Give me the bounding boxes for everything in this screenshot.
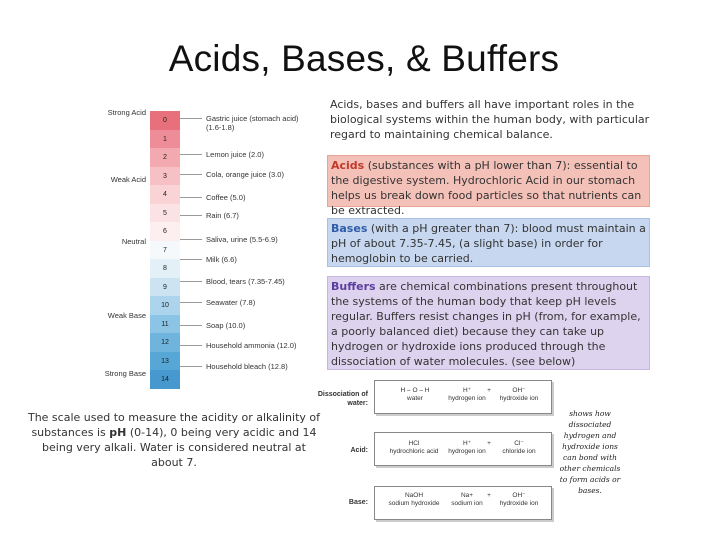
substance-soap: Soap (10.0) — [206, 321, 246, 330]
water-reactant: H – O – H water — [400, 387, 430, 402]
water-plus: + — [487, 387, 491, 394]
neutral-label: Neutral — [121, 237, 146, 246]
ph-cell-0: 0 — [150, 111, 180, 130]
base-product-1: Na+ sodium ion — [451, 492, 483, 507]
weak-base-label: Weak Base — [107, 311, 146, 320]
ph-cell-10: 10 — [150, 296, 180, 315]
dissociation-label: Dissociation of water: — [317, 391, 368, 407]
buffers-keyword: Buffers — [331, 280, 376, 293]
base-plus: + — [487, 492, 491, 499]
ph-cell-14: 14 — [150, 370, 180, 389]
substance-cola: Cola, orange juice (3.0) — [206, 170, 284, 179]
base-product-2: OH⁻ hydroxide ion — [499, 492, 539, 507]
water-product-1: H⁺ hydrogen ion — [448, 387, 486, 402]
acid-plus: + — [487, 440, 491, 447]
weak-acid-label: Weak Acid — [110, 175, 146, 184]
substance-bleach: Household bleach (12.8) — [206, 362, 288, 371]
ph-cell-5: 5 — [150, 204, 180, 223]
substance-gastric: Gastric juice (stomach acid) (1.6-1.8) — [206, 114, 299, 132]
substance-milk: Milk (6.6) — [206, 255, 237, 264]
page-title: Acids, Bases, & Buffers — [168, 38, 560, 79]
bases-keyword: Bases — [331, 222, 368, 235]
diagram-note: shows how dissociated hydrogen and hydroxide ions can bond with other chemicals to form acids or bases. — [559, 409, 621, 495]
base-reactant: NaOH sodium hydroxide — [388, 492, 440, 507]
substance-blood: Blood, tears (7.35-7.45) — [206, 277, 285, 286]
acid-reactant: HCl hydrochloric acid — [389, 440, 439, 455]
bases-text: (with a pH greater than 7): blood must maintain a pH of about 7.35-7.45, (a slight base) in order for hemoglobin to be carried. — [331, 222, 646, 265]
ph-cell-1: 1 — [150, 130, 180, 149]
ph-cell-9: 9 — [150, 278, 180, 297]
base-label: Base: — [348, 499, 368, 506]
water-product-2: OH⁻ hydroxide ion — [499, 387, 539, 402]
ph-cell-6: 6 — [150, 222, 180, 241]
intro-text: Acids, bases and buffers all have important roles in the biological systems within the human body, with particular regard to maintaining chemical balance. — [330, 98, 650, 141]
ph-cell-13: 13 — [150, 352, 180, 371]
ph-cell-8: 8 — [150, 259, 180, 278]
bases-box — [327, 218, 650, 267]
acid-label: Acid: — [350, 447, 368, 454]
ph-cell-7: 7 — [150, 241, 180, 260]
substance-saliva: Saliva, urine (5.5-6.9) — [206, 235, 278, 244]
strong-acid-label: Strong Acid — [107, 108, 146, 117]
buffers-box — [327, 276, 650, 370]
ph-cell-2: 2 — [150, 148, 180, 167]
strong-base-label: Strong Base — [104, 369, 146, 378]
ph-scale-description: The scale used to measure the acidity or alkalinity of substances is pH (0-14), 0 being very acidic and 14 being very alkali. Water is considered neutral at about 7. — [27, 411, 321, 469]
substance-rain: Rain (6.7) — [206, 211, 239, 220]
acids-keyword: Acids — [331, 159, 365, 172]
substance-coffee: Coffee (5.0) — [206, 193, 246, 202]
acids-text: (substances with a pH lower than 7): essential to the digestive system. Hydrochloric Acid in our stomach helps us break down food particles so that nutrients can be extracted. — [331, 159, 642, 217]
ph-cell-3: 3 — [150, 167, 180, 186]
ph-cell-12: 12 — [150, 333, 180, 352]
substance-seawater: Seawater (7.8) — [206, 298, 256, 307]
substance-lemon: Lemon juice (2.0) — [206, 150, 264, 159]
substance-ammonia: Household ammonia (12.0) — [206, 341, 297, 350]
ph-cell-4: 4 — [150, 185, 180, 204]
acids-box — [327, 155, 650, 217]
ph-cell-11: 11 — [150, 315, 180, 334]
acid-product-1: H⁺ hydrogen ion — [448, 440, 486, 455]
acid-product-2: Cl⁻ chloride ion — [502, 440, 536, 455]
buffers-text: are chemical combinations present throughout the systems of the human body that keep pH levels regular. Buffers resist changes in pH (from, for example, a poorly balanced diet) because they can take up hydrogen or hydroxide ions produced through the dissociation of water molecules. (see below) — [331, 280, 641, 368]
